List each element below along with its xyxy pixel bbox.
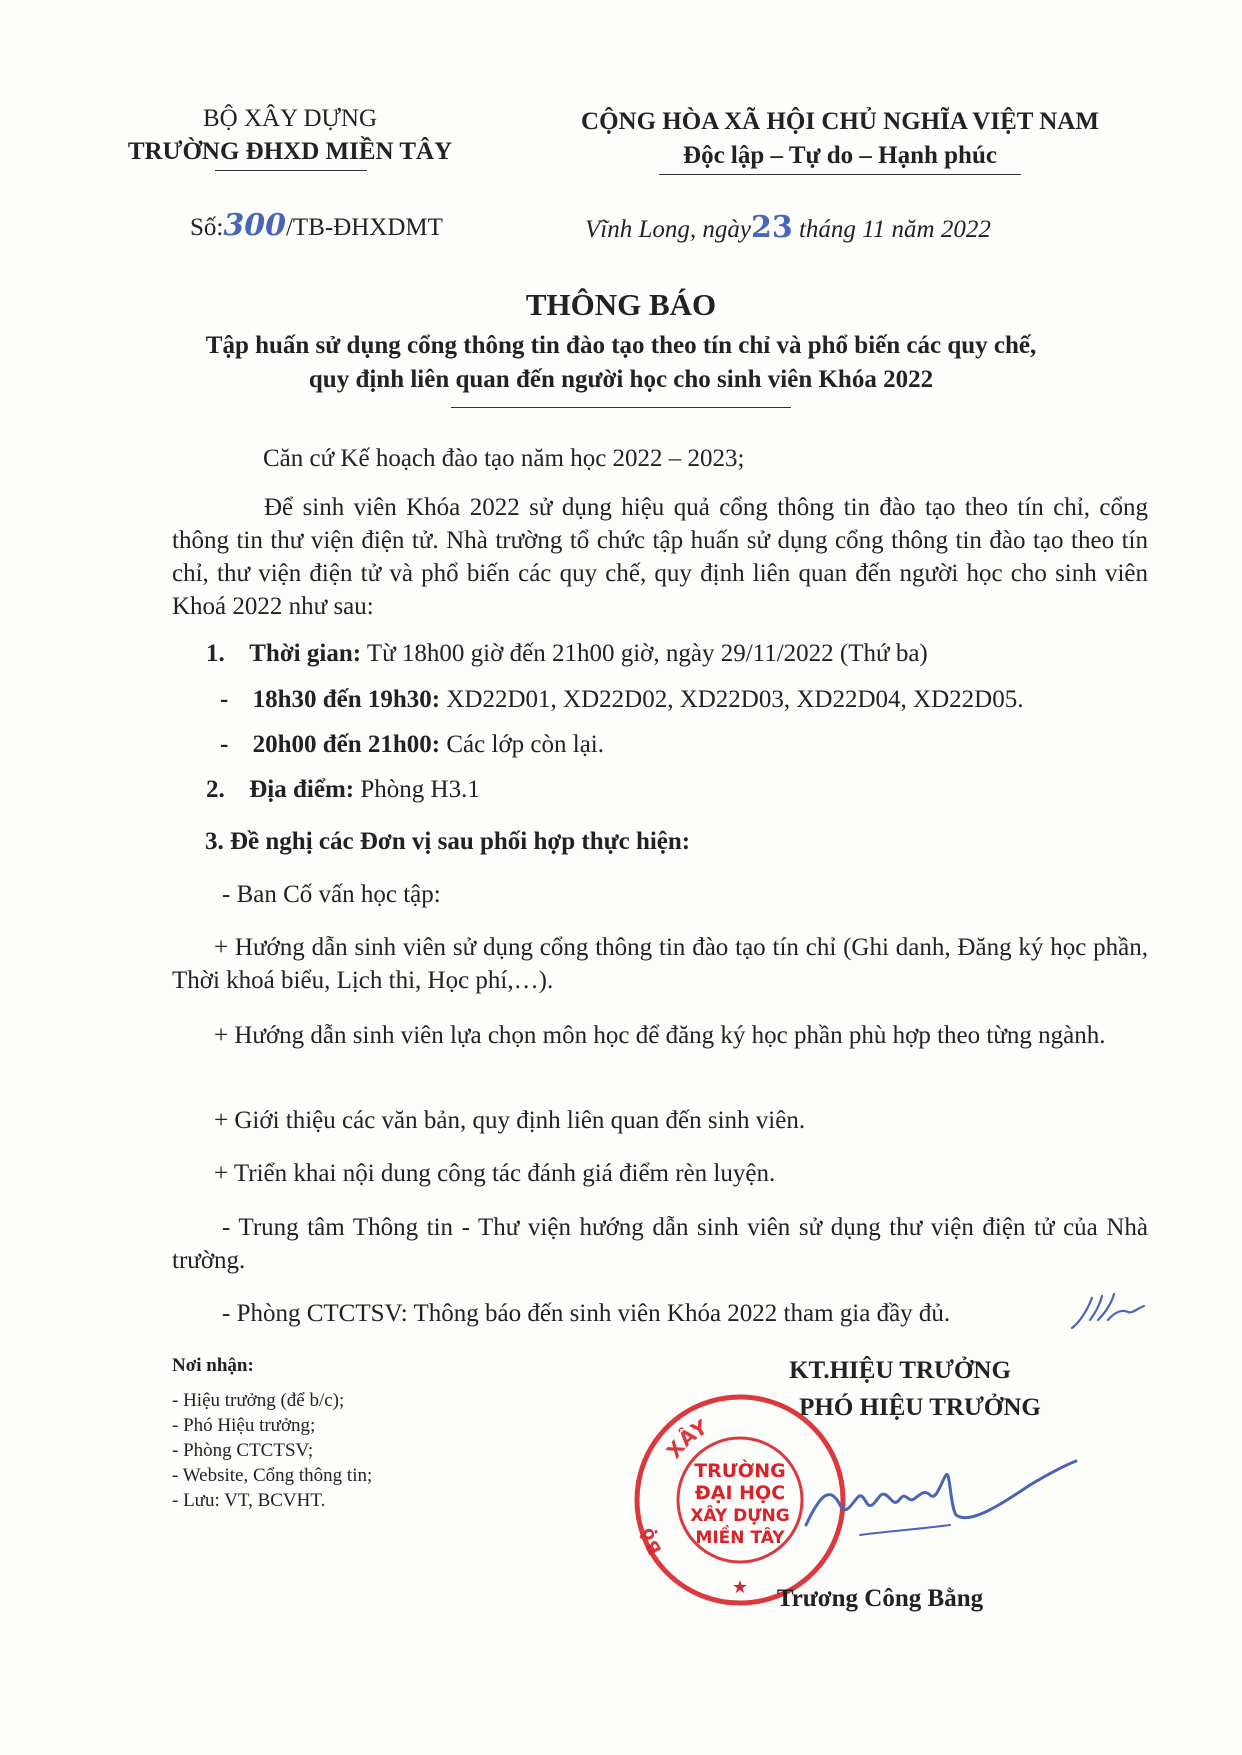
date-prefix: Vĩnh Long, ngày — [585, 216, 751, 243]
title-underline — [451, 407, 791, 408]
stamp-star-icon: ★ — [731, 1577, 749, 1597]
recipient-item: - Lưu: VT, BCVHT. — [172, 1490, 326, 1511]
national-motto: Độc lập – Tự do – Hạnh phúc — [683, 142, 997, 169]
university-name: TRƯỜNG ĐHXD MIỀN TÂY — [127, 138, 453, 165]
intro-paragraph: Để sinh viên Khóa 2022 sử dụng hiệu quả cổng thông tin đào tạo theo tín chỉ, cổng thông tin thư viện điện tử. Nhà trường tổ chức tập huấn sử dụng cổng thông tin đào tạo theo tín chỉ, thư viện điện tử và phổ biến các quy chế, quy định liên quan đến người học cho sinh viên Khoá 2022 như sau: — [172, 494, 1148, 620]
number-suffix: /TB-ĐHXDMT — [285, 214, 443, 241]
stamp-line-1: TRƯỜNG — [694, 1460, 786, 1482]
task-course-selection: + Hướng dẫn sinh viên lựa chọn môn học để đăng ký học phần phù hợp theo từng ngành. — [214, 1022, 1106, 1049]
recipients-heading: Nơi nhận: — [172, 1355, 254, 1376]
basis-line: Căn cứ Kế hoạch đào tạo năm học 2022 – 2023; — [263, 445, 745, 472]
time-slot-1: - 18h30 đến 19h30: XD22D01, XD22D02, XD22D03, XD22D04, XD22D05. — [220, 686, 1024, 713]
number-prefix: Số: — [190, 214, 224, 241]
item-time-label: Thời gian: — [249, 640, 362, 667]
motto-underline — [659, 174, 1021, 175]
item-location-number: 2. — [206, 776, 225, 803]
handwritten-signature — [800, 1445, 1080, 1565]
stamp-line-4: MIỀN TÂY — [695, 1528, 785, 1548]
recipient-item: - Phó Hiệu trưởng; — [172, 1415, 316, 1436]
time-slot-1-label: 18h30 đến 19h30: — [252, 686, 441, 713]
item-time-number: 1. — [206, 640, 225, 667]
time-slot-1-classes: XD22D01, XD22D02, XD22D03, XD22D04, XD22D05. — [446, 686, 1024, 713]
task-conduct-evaluation: + Triển khai nội dung công tác đánh giá điểm rèn luyện. — [214, 1160, 776, 1187]
issue-date — [585, 210, 991, 245]
item-time — [206, 640, 928, 668]
item-location-text: Phòng H3.1 — [360, 776, 480, 803]
svg-text:XÂY — [661, 1415, 711, 1463]
item-time-text: Từ 18h00 giờ đến 21h00 giờ, ngày 29/11/2022 (Thứ ba) — [366, 640, 928, 667]
task-portal-guide: + Hướng dẫn sinh viên sử dụng cổng thông tin đào tạo tín chỉ (Ghi danh, Đăng ký học phần, Thời khoá biểu, Lịch thi, Học phí,…). — [172, 934, 1148, 994]
document-title: THÔNG BÁO — [525, 287, 717, 322]
subtitle-line-2: quy định liên quan đến người học cho sinh viên Khóa 2022 — [308, 366, 934, 393]
recipients-list — [172, 1388, 372, 1513]
handwritten-number: 300 — [223, 208, 286, 243]
item-coordination: 3. Đề nghị các Đơn vị sau phối hợp thực hiện: — [205, 828, 691, 855]
country-name: CỘNG HÒA XÃ HỘI CHỦ NGHĨA VIỆT NAM — [581, 108, 1099, 135]
recipient-item: - Website, Cổng thông tin; — [172, 1465, 373, 1486]
subtitle-line-1: Tập huấn sử dụng cổng thông tin đào tạo theo tín chỉ và phổ biến các quy chế, — [205, 332, 1037, 359]
signature-title-1: KT.HIỆU TRƯỞNG — [789, 1357, 1011, 1384]
time-slot-2-classes: Các lớp còn lại. — [446, 731, 604, 758]
stamp-line-3: XÂY DỰNG — [690, 1506, 790, 1526]
document-number — [190, 208, 443, 243]
task-regulations: + Giới thiệu các văn bản, quy định liên quan đến sinh viên. — [214, 1107, 806, 1134]
item-location-label: Địa điểm: — [249, 776, 355, 803]
unit-library: - Trung tâm Thông tin - Thư viện hướng dẫn sinh viên sử dụng thư viện điện tử của Nhà trường. — [172, 1214, 1148, 1274]
time-slot-2: - 20h00 đến 21h00: Các lớp còn lại. — [220, 731, 604, 758]
header-left-underline — [215, 170, 367, 171]
stamp-top-text: XÂY — [661, 1414, 712, 1463]
initials-mark — [1068, 1290, 1148, 1334]
stamp-side-text: Bộ — [636, 1525, 667, 1559]
unit-advisors: - Ban Cố vấn học tập: — [222, 881, 441, 908]
handwritten-day: 23 — [750, 210, 793, 245]
ministry-name: BỘ XÂY DỰNG — [202, 105, 378, 132]
recipient-item: - Hiệu trưởng (để b/c); — [172, 1390, 345, 1411]
recipient-item: - Phòng CTCTSV; — [172, 1440, 314, 1461]
stamp-line-2: ĐẠI HỌC — [694, 1482, 786, 1504]
signatory-name: Trương Công Bằng — [776, 1585, 984, 1612]
signature-title-2: PHÓ HIỆU TRƯỞNG — [799, 1394, 1041, 1421]
time-slot-2-label: 20h00 đến 21h00: — [252, 731, 441, 758]
unit-student-affairs: - Phòng CTCTSV: Thông báo đến sinh viên Khóa 2022 tham gia đầy đủ. — [222, 1300, 951, 1327]
date-suffix: tháng 11 năm 2022 — [798, 216, 991, 243]
item-location — [206, 776, 480, 804]
